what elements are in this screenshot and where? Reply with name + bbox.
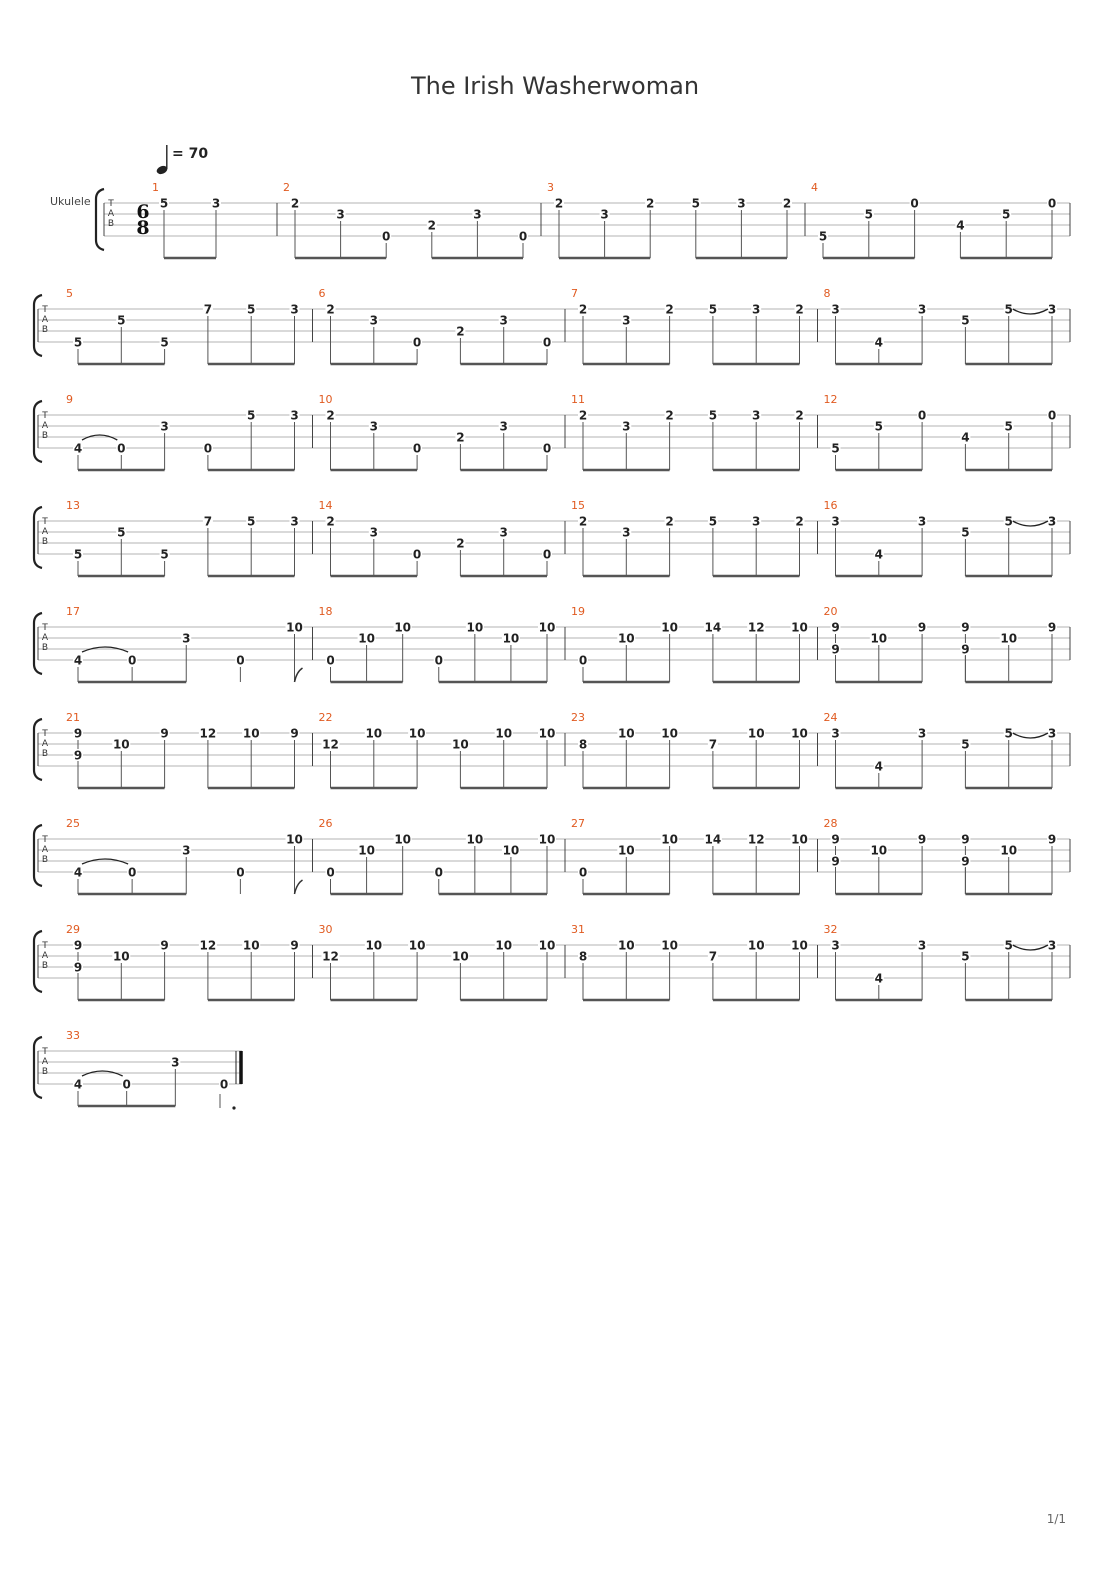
fret-number: 10 (286, 620, 303, 635)
fret-number: 10 (747, 726, 765, 741)
tab-clef-letter: T (42, 411, 48, 421)
fret-number: 5 (1004, 726, 1013, 741)
measure-number: 11 (571, 393, 585, 406)
fret-number: 3 (752, 514, 761, 529)
fret-number: 5 (831, 441, 840, 456)
fret-number: 8 (578, 949, 588, 964)
tempo-value: = 70 (172, 146, 209, 162)
measure-number: 13 (66, 499, 80, 512)
fret-number: 5 (708, 514, 718, 529)
fret-number: 12 (199, 726, 217, 741)
fret-number: 10 (112, 949, 130, 964)
fret-number: 10 (286, 832, 303, 847)
fret-number: 7 (203, 302, 213, 317)
fret-number: 3 (211, 196, 221, 211)
fret-number: 10 (358, 631, 375, 646)
tie-arc (82, 1071, 123, 1076)
fret-number: 10 (495, 938, 513, 953)
fret-number: 2 (578, 514, 588, 529)
fret-number: 12 (322, 737, 339, 752)
fret-number: 5 (708, 302, 718, 317)
measure-number: 29 (66, 923, 80, 936)
fret-number: 12 (199, 938, 217, 953)
fret-number: 0 (412, 335, 422, 350)
tab-clef-letter: B (107, 219, 115, 229)
fret-number: 2 (665, 302, 674, 317)
fret-number: 10 (394, 832, 412, 847)
tab-clef-letter: T (42, 305, 48, 315)
fret-number: 10 (538, 620, 556, 635)
fret-number: 9 (160, 938, 169, 953)
fret-number: 3 (917, 514, 927, 529)
fret-number: 2 (578, 302, 588, 317)
page-number: 1/1 (1046, 1512, 1066, 1526)
measure-number: 6 (318, 287, 326, 300)
fret-number: 5 (247, 408, 256, 423)
fret-number: 0 (412, 547, 422, 562)
tab-clef-letter: A (41, 421, 49, 431)
fret-number: 10 (617, 843, 635, 858)
fret-number: 2 (665, 514, 674, 529)
fret-number: 10 (661, 938, 678, 953)
tab-clef-letter: A (41, 315, 49, 325)
fret-number: 4 (874, 547, 883, 562)
fret-number: 10 (538, 726, 556, 741)
tab-clef-letter: B (41, 643, 49, 653)
fret-number: 0 (1047, 408, 1057, 423)
fret-number: 9 (917, 832, 927, 847)
fret-number: 10 (538, 938, 556, 953)
fret-number: 10 (502, 631, 520, 646)
fret-number: 10 (791, 832, 808, 847)
fret-number: 7 (203, 514, 213, 529)
fret-number: 9 (831, 832, 840, 847)
tab-clef-letter: A (41, 845, 49, 855)
tie-arc (1013, 309, 1048, 314)
fret-number: 10 (408, 726, 426, 741)
fret-number: 10 (791, 938, 808, 953)
tab-clef-letter: T (42, 1047, 48, 1057)
fret-number: 2 (795, 514, 804, 529)
fret-number: 3 (160, 419, 169, 434)
fret-number: 3 (1047, 302, 1057, 317)
fret-number: 10 (870, 843, 888, 858)
fret-number: 3 (917, 938, 927, 953)
tab-clef-letter: A (41, 739, 49, 749)
fret-number: 3 (752, 302, 761, 317)
fret-number: 2 (290, 196, 300, 211)
fret-number: 5 (117, 313, 126, 328)
fret-number: 10 (408, 938, 426, 953)
measure-number: 15 (571, 499, 585, 512)
fret-number: 10 (242, 938, 260, 953)
fret-number: 5 (1002, 207, 1011, 222)
fret-number: 0 (219, 1077, 229, 1092)
measure-number: 30 (318, 923, 333, 936)
fret-number: 2 (646, 196, 655, 211)
fret-number: 0 (578, 865, 588, 880)
fret-number: 0 (542, 335, 552, 350)
fret-number: 0 (127, 865, 137, 880)
fret-number: 0 (117, 441, 126, 456)
tie-arc (82, 435, 117, 440)
fret-number: 10 (452, 949, 469, 964)
fret-number: 5 (864, 207, 873, 222)
measure-number: 19 (571, 605, 585, 618)
measure-number: 16 (823, 499, 838, 512)
tab-clef-letter: A (41, 1057, 49, 1067)
measure-number: 31 (571, 923, 585, 936)
time-signature-numerator: 6 (136, 201, 150, 223)
fret-number: 2 (326, 302, 335, 317)
measure-number: 28 (823, 817, 838, 830)
fret-number: 10 (242, 726, 260, 741)
fret-number: 2 (665, 408, 674, 423)
fret-number: 3 (499, 419, 508, 434)
fret-number: 0 (434, 865, 443, 880)
fret-number: 0 (578, 653, 588, 668)
fret-number: 0 (127, 653, 137, 668)
fret-number: 5 (818, 229, 828, 244)
fret-number: 0 (203, 441, 213, 456)
fret-number: 10 (791, 620, 808, 635)
fret-number: 10 (365, 938, 383, 953)
tab-clef-letter: A (41, 951, 49, 961)
fret-number: 10 (394, 620, 412, 635)
fret-number: 3 (1047, 514, 1057, 529)
fret-number: 0 (122, 1077, 131, 1092)
fret-number: 0 (1047, 196, 1057, 211)
fret-number: 0 (542, 547, 552, 562)
fret-number: 10 (617, 938, 635, 953)
fret-number: 12 (747, 832, 765, 847)
tab-clef-letter: B (41, 749, 49, 759)
fret-number: 10 (870, 631, 888, 646)
measure-number: 32 (823, 923, 838, 936)
tab-clef-letter: B (41, 431, 49, 441)
fret-number: 10 (1000, 843, 1018, 858)
fret-number: 10 (617, 726, 635, 741)
fret-number: 12 (322, 949, 339, 964)
fret-number: 9 (73, 938, 83, 953)
fret-number: 12 (747, 620, 765, 635)
fret-number: 5 (160, 547, 169, 562)
tab-clef-letter: T (42, 941, 48, 951)
fret-number: 10 (452, 737, 469, 752)
measure-number: 27 (571, 817, 585, 830)
measure-number: 20 (823, 605, 838, 618)
fret-number: 5 (691, 196, 700, 211)
fret-number: 14 (704, 620, 722, 635)
tab-clef-letter: T (108, 199, 114, 209)
tab-clef-letter: B (41, 537, 49, 547)
fret-number: 9 (961, 642, 970, 657)
fret-number: 5 (247, 514, 256, 529)
fret-number: 5 (1004, 419, 1013, 434)
measure-number: 26 (318, 817, 333, 830)
tab-clef-letter: B (41, 855, 49, 865)
augmentation-dot (232, 1106, 235, 1109)
measure-number: 22 (318, 711, 333, 724)
fret-number: 3 (1047, 938, 1057, 953)
fret-number: 7 (708, 737, 718, 752)
tab-clef-letter: A (41, 527, 49, 537)
tie-arc (82, 859, 128, 864)
tab-clef-letter: A (107, 209, 115, 219)
measure-number: 1 (152, 181, 159, 194)
measure-number: 2 (283, 181, 290, 194)
fret-number: 0 (518, 229, 528, 244)
fret-number: 7 (708, 949, 718, 964)
fret-number: 0 (412, 441, 422, 456)
fret-number: 3 (831, 938, 840, 953)
fret-number: 9 (917, 620, 927, 635)
fret-number: 5 (159, 196, 169, 211)
fret-number: 9 (160, 726, 169, 741)
fret-number: 5 (708, 408, 718, 423)
fret-number: 9 (1047, 620, 1057, 635)
tab-clef-letter: B (41, 1067, 49, 1077)
fret-number: 3 (369, 313, 378, 328)
measure-number: 24 (823, 711, 838, 724)
fret-number: 9 (961, 620, 970, 635)
tab-clef-letter: B (41, 325, 49, 335)
fret-number: 2 (578, 408, 588, 423)
fret-number: 9 (1047, 832, 1057, 847)
fret-number: 5 (961, 313, 970, 328)
fret-number: 10 (538, 832, 556, 847)
measure-number: 23 (571, 711, 585, 724)
fret-number: 3 (622, 525, 631, 540)
fret-number: 0 (326, 653, 335, 668)
fret-number: 3 (290, 408, 299, 423)
fret-number: 4 (73, 1077, 83, 1092)
fret-number: 10 (466, 620, 484, 635)
fret-number: 10 (617, 631, 635, 646)
fret-number: 10 (358, 843, 375, 858)
fret-number: 5 (1004, 302, 1013, 317)
fret-number: 3 (499, 313, 508, 328)
system-bracket (96, 189, 104, 250)
fret-number: 3 (182, 631, 191, 646)
fret-number: 3 (369, 419, 378, 434)
fret-number: 9 (831, 854, 840, 869)
fret-number: 10 (365, 726, 383, 741)
fret-number: 3 (622, 313, 631, 328)
fret-number: 4 (956, 218, 965, 233)
measure-number: 14 (318, 499, 333, 512)
tab-clef-letter: T (42, 835, 48, 845)
fret-number: 4 (73, 653, 83, 668)
fret-number: 3 (752, 408, 761, 423)
tab-clef-letter: T (42, 517, 48, 527)
fret-number: 14 (704, 832, 722, 847)
fret-number: 10 (661, 832, 678, 847)
tie-arc (1013, 521, 1048, 526)
fret-number: 0 (910, 196, 919, 211)
fret-number: 3 (171, 1055, 180, 1070)
fret-number: 3 (336, 207, 345, 222)
fret-number: 9 (73, 726, 83, 741)
measure-number: 21 (66, 711, 80, 724)
fret-number: 2 (554, 196, 564, 211)
measure-number: 10 (318, 393, 333, 406)
fret-number: 2 (456, 324, 465, 339)
fret-number: 5 (160, 335, 169, 350)
fret-number: 5 (1004, 514, 1013, 529)
fret-number: 5 (73, 335, 83, 350)
fret-number: 5 (874, 419, 883, 434)
fret-number: 3 (290, 514, 299, 529)
fret-number: 3 (917, 726, 927, 741)
fret-number: 5 (117, 525, 126, 540)
tie-arc (82, 647, 128, 652)
fret-number: 0 (236, 865, 245, 880)
measure-number: 8 (823, 287, 831, 300)
measure-number: 3 (547, 181, 554, 194)
fret-number: 5 (961, 737, 970, 752)
fret-number: 4 (874, 335, 883, 350)
fret-number: 3 (182, 843, 191, 858)
fret-number: 3 (369, 525, 378, 540)
measure-number: 4 (811, 181, 818, 194)
measure-number: 18 (318, 605, 333, 618)
fret-number: 2 (795, 408, 804, 423)
fret-number: 9 (831, 642, 840, 657)
fret-number: 3 (1047, 726, 1057, 741)
tab-clef-letter: T (42, 623, 48, 633)
fret-number: 9 (961, 832, 970, 847)
fret-number: 9 (73, 748, 83, 763)
fret-number: 0 (917, 408, 927, 423)
measure-number: 12 (823, 393, 838, 406)
measure-number: 7 (571, 287, 578, 300)
fret-number: 5 (247, 302, 256, 317)
fret-number: 4 (73, 865, 83, 880)
fret-number: 10 (112, 737, 130, 752)
tab-clef-letter: T (42, 729, 48, 739)
measure-number: 25 (66, 817, 80, 830)
fret-number: 3 (622, 419, 631, 434)
fret-number: 2 (456, 430, 465, 445)
tab-clef-letter: B (41, 961, 49, 971)
fret-number: 8 (578, 737, 588, 752)
fret-number: 2 (427, 218, 436, 233)
measure-number: 33 (66, 1029, 80, 1042)
score-title: The Irish Washerwoman (410, 72, 700, 100)
fret-number: 9 (290, 938, 299, 953)
fret-number: 3 (917, 302, 927, 317)
fret-number: 0 (326, 865, 335, 880)
fret-number: 10 (1000, 631, 1018, 646)
fret-number: 3 (737, 196, 746, 211)
fret-number: 10 (495, 726, 513, 741)
fret-number: 10 (661, 726, 678, 741)
measure-number: 5 (66, 287, 73, 300)
fret-number: 2 (326, 408, 335, 423)
fret-number: 9 (290, 726, 299, 741)
fret-number: 10 (502, 843, 520, 858)
fret-number: 3 (831, 302, 840, 317)
fret-number: 5 (1004, 938, 1013, 953)
fret-number: 2 (782, 196, 792, 211)
fret-number: 0 (434, 653, 443, 668)
fret-number: 5 (961, 949, 970, 964)
fret-number: 0 (236, 653, 245, 668)
fret-number: 3 (473, 207, 482, 222)
eighth-flag (295, 668, 303, 682)
fret-number: 9 (961, 854, 970, 869)
fret-number: 3 (600, 207, 609, 222)
fret-number: 3 (499, 525, 508, 540)
fret-number: 9 (831, 620, 840, 635)
fret-number: 9 (73, 960, 83, 975)
tab-clef-letter: A (41, 633, 49, 643)
fret-number: 3 (831, 514, 840, 529)
fret-number: 4 (73, 441, 83, 456)
time-signature-denominator: 8 (136, 217, 150, 239)
fret-number: 2 (795, 302, 804, 317)
measure-number: 17 (66, 605, 80, 618)
eighth-flag (295, 880, 303, 894)
instrument-label: Ukulele (50, 195, 91, 208)
fret-number: 10 (466, 832, 484, 847)
fret-number: 10 (661, 620, 678, 635)
fret-number: 0 (382, 229, 391, 244)
fret-number: 3 (831, 726, 840, 741)
fret-number: 5 (73, 547, 83, 562)
fret-number: 2 (326, 514, 335, 529)
fret-number: 10 (791, 726, 808, 741)
fret-number: 5 (961, 525, 970, 540)
fret-number: 4 (961, 430, 970, 445)
tie-arc (1013, 945, 1048, 950)
fret-number: 2 (456, 536, 465, 551)
fret-number: 4 (874, 759, 883, 774)
tie-arc (1013, 733, 1048, 738)
fret-number: 3 (290, 302, 299, 317)
fret-number: 4 (874, 971, 883, 986)
fret-number: 10 (747, 938, 765, 953)
measure-number: 9 (66, 393, 73, 406)
fret-number: 0 (542, 441, 552, 456)
